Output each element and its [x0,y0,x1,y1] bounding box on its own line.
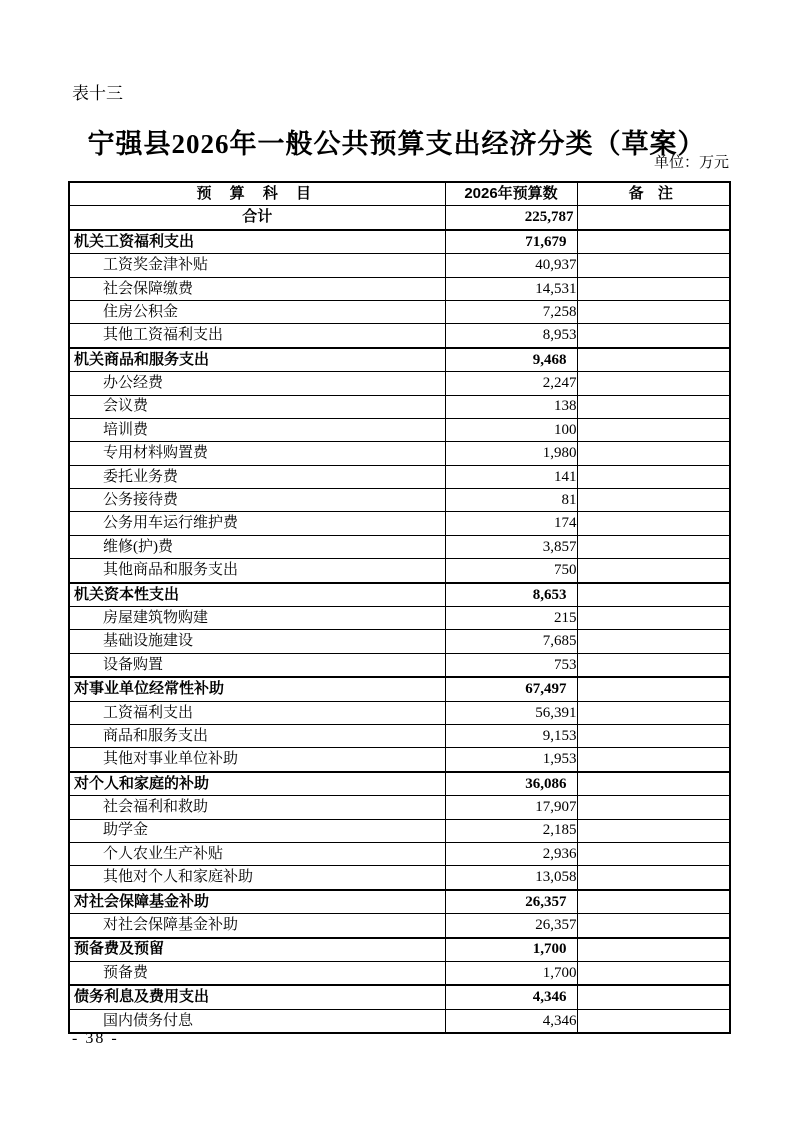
note-cell [577,772,730,796]
budget-amount-cell: 141 [445,465,577,488]
note-cell [577,890,730,914]
table-row [69,724,730,747]
budget-item-label: 对个人和家庭的补助 [69,772,445,796]
table-row [69,866,730,890]
budget-item-label: 债务利息及费用支出 [69,985,445,1009]
budget-item-label: 对社会保障基金补助 [69,890,445,914]
note-cell [577,583,730,607]
table-row [69,819,730,842]
note-cell [577,348,730,372]
budget-item-label: 住房公积金 [69,300,445,323]
budget-item-label: 委托业务费 [69,465,445,488]
note-cell [577,985,730,1009]
table-row [69,324,730,348]
note-cell [577,442,730,465]
budget-item-label: 个人农业生产补贴 [69,842,445,865]
budget-item-label: 机关商品和服务支出 [69,348,445,372]
budget-item-label: 公务用车运行维护费 [69,512,445,535]
budget-amount-cell: 750 [445,559,577,583]
budget-item-label: 基础设施建设 [69,630,445,653]
budget-amount-cell: 2,936 [445,842,577,865]
budget-amount-cell: 71,679 [445,230,577,254]
budget-item-label: 设备购置 [69,653,445,677]
note-cell [577,395,730,418]
budget-amount-cell: 2,185 [445,819,577,842]
note-cell [577,653,730,677]
note-cell [577,701,730,724]
note-cell [577,372,730,395]
table-row [69,890,730,914]
budget-item-label: 维修(护)费 [69,535,445,558]
budget-amount-cell: 2,247 [445,372,577,395]
table-row [69,653,730,677]
budget-item-label: 会议费 [69,395,445,418]
note-cell [577,938,730,962]
table-row [69,583,730,607]
table-row [69,796,730,819]
note-cell [577,277,730,300]
budget-amount-cell: 3,857 [445,535,577,558]
budget-amount-cell: 174 [445,512,577,535]
budget-item-label: 其他对个人和家庭补助 [69,866,445,890]
budget-item-label: 房屋建筑物购建 [69,607,445,630]
table-number-label: 表十三 [72,84,123,103]
budget-amount-cell: 56,391 [445,701,577,724]
budget-table [68,181,731,1034]
budget-item-label: 培训费 [69,418,445,441]
note-cell [577,866,730,890]
budget-amount-cell: 1,980 [445,442,577,465]
table-row [69,442,730,465]
table-row [69,512,730,535]
note-cell [577,961,730,985]
budget-amount-cell: 8,953 [445,324,577,348]
budget-amount-cell: 225,787 [445,206,577,230]
table-row [69,772,730,796]
budget-item-label: 其他对事业单位补助 [69,748,445,772]
table-row [69,559,730,583]
budget-amount-cell: 138 [445,395,577,418]
budget-amount-cell: 26,357 [445,890,577,914]
budget-item-label: 预备费 [69,961,445,985]
table-row [69,206,730,230]
note-cell [577,914,730,938]
table-row [69,254,730,277]
note-cell [577,324,730,348]
budget-item-label: 国内债务付息 [69,1009,445,1033]
budget-amount-cell: 7,685 [445,630,577,653]
budget-amount-cell: 1,953 [445,748,577,772]
table-header-row [69,182,730,206]
budget-item-label: 预备费及预留 [69,938,445,962]
table-row [69,535,730,558]
table-row [69,1009,730,1033]
budget-amount-cell: 17,907 [445,796,577,819]
budget-item-label: 工资奖金津补贴 [69,254,445,277]
note-cell [577,842,730,865]
note-cell [577,559,730,583]
note-cell [577,489,730,512]
budget-item-label: 机关工资福利支出 [69,230,445,254]
note-cell [577,748,730,772]
budget-item-label: 其他商品和服务支出 [69,559,445,583]
table-row [69,418,730,441]
note-cell [577,630,730,653]
note-cell [577,465,730,488]
budget-amount-cell: 14,531 [445,277,577,300]
budget-amount-cell: 40,937 [445,254,577,277]
budget-item-label: 对社会保障基金补助 [69,914,445,938]
budget-item-label: 对事业单位经常性补助 [69,677,445,701]
note-cell [577,724,730,747]
budget-amount-cell: 1,700 [445,961,577,985]
table-row [69,938,730,962]
budget-amount-cell: 215 [445,607,577,630]
table-row [69,630,730,653]
table-row [69,748,730,772]
note-cell [577,535,730,558]
budget-amount-cell: 1,700 [445,938,577,962]
table-row [69,489,730,512]
unit-label: 单位：万元 [653,155,729,171]
table-row [69,914,730,938]
table-row [69,348,730,372]
table-row [69,842,730,865]
budget-item-label: 工资福利支出 [69,701,445,724]
note-cell [577,230,730,254]
budget-item-label: 社会保障缴费 [69,277,445,300]
table-row [69,607,730,630]
budget-amount-cell: 36,086 [445,772,577,796]
budget-amount-cell: 7,258 [445,300,577,323]
page-number: - 38 - [72,1030,119,1047]
budget-item-label: 办公经费 [69,372,445,395]
note-cell [577,512,730,535]
budget-item-label: 专用材料购置费 [69,442,445,465]
page-title: 宁强县2026年一般公共预算支出经济分类（草案） [87,129,706,160]
table-row [69,677,730,701]
budget-item-label: 公务接待费 [69,489,445,512]
table-row [69,372,730,395]
budget-amount-cell: 9,468 [445,348,577,372]
note-cell [577,819,730,842]
table-row [69,230,730,254]
table-row [69,300,730,323]
budget-item-label: 商品和服务支出 [69,724,445,747]
note-cell [577,1009,730,1033]
table-row [69,985,730,1009]
note-cell [577,206,730,230]
budget-amount-cell: 67,497 [445,677,577,701]
budget-amount-cell: 9,153 [445,724,577,747]
budget-table-body [69,206,730,1033]
column-header-note: 备 注 [577,182,730,206]
note-cell [577,677,730,701]
budget-item-label: 机关资本性支出 [69,583,445,607]
note-cell [577,796,730,819]
budget-amount-cell: 8,653 [445,583,577,607]
budget-amount-cell: 26,357 [445,914,577,938]
budget-amount-cell: 13,058 [445,866,577,890]
table-row [69,465,730,488]
table-row [69,701,730,724]
column-header-subject: 预 算 科 目 [69,182,445,206]
budget-amount-cell: 100 [445,418,577,441]
column-header-amount: 2026年预算数 [445,182,577,206]
budget-item-label: 合计 [69,206,445,230]
table-row [69,395,730,418]
budget-amount-cell: 81 [445,489,577,512]
budget-amount-cell: 4,346 [445,1009,577,1033]
table-row [69,277,730,300]
budget-amount-cell: 4,346 [445,985,577,1009]
budget-amount-cell: 753 [445,653,577,677]
table-row [69,961,730,985]
note-cell [577,607,730,630]
note-cell [577,300,730,323]
note-cell [577,254,730,277]
budget-item-label: 社会福利和救助 [69,796,445,819]
budget-item-label: 助学金 [69,819,445,842]
note-cell [577,418,730,441]
budget-item-label: 其他工资福利支出 [69,324,445,348]
